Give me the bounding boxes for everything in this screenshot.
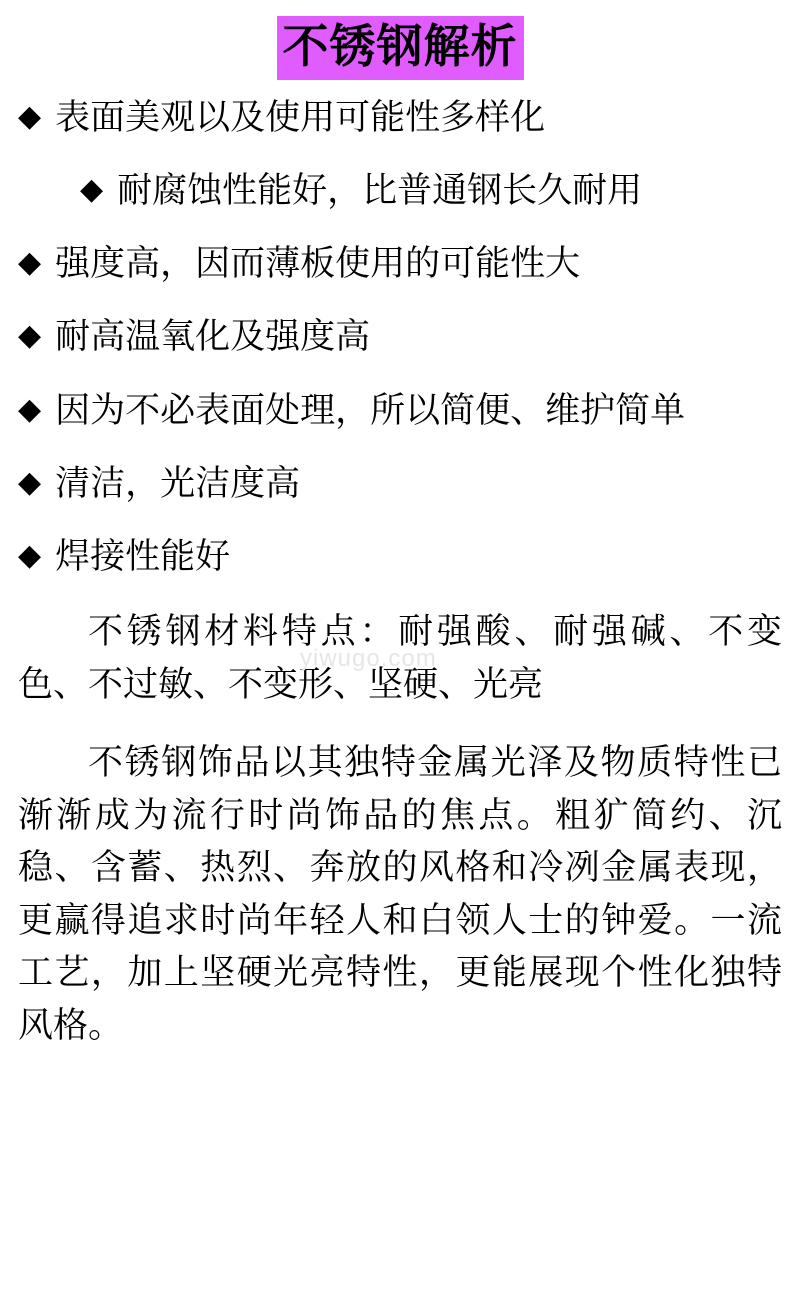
diamond-icon: ◆ <box>18 99 42 133</box>
list-item-label: 焊接性能好 <box>55 537 231 576</box>
watermark: yiwugo.com <box>300 645 437 672</box>
list-item <box>18 167 782 214</box>
list-item-label: 清洁，光洁度高 <box>55 463 301 503</box>
list-item <box>18 313 782 360</box>
diamond-icon: ◆ <box>18 319 42 353</box>
list-item-label: 强度高，因而薄板使用的可能性大 <box>55 244 581 283</box>
list-item <box>18 460 782 507</box>
diamond-icon: ◆ <box>18 392 42 426</box>
list-item-label: 表面美观以及使用可能性多样化 <box>55 97 546 137</box>
paragraph-material-features: 不锈钢材料特点：耐强酸、耐强碱、不变色、不过敏、不变形、坚硬、光亮 <box>18 612 782 704</box>
diamond-icon: ◆ <box>80 172 104 206</box>
feature-bullet-list <box>18 94 782 581</box>
diamond-icon: ◆ <box>18 246 42 279</box>
page-title-wrap <box>18 16 782 80</box>
list-item <box>18 533 782 580</box>
list-item-label: 因为不必表面处理，所以简便、维护简单 <box>55 390 686 430</box>
diamond-icon: ◆ <box>18 465 42 499</box>
page-title: 不锈钢解析 <box>277 16 524 80</box>
list-item <box>18 240 782 287</box>
list-item-label: 耐腐蚀性能好，比普通钢长久耐用 <box>117 170 643 210</box>
list-item <box>18 94 782 141</box>
list-item-label: 耐高温氧化及强度高 <box>55 317 371 357</box>
diamond-icon: ◆ <box>18 539 42 572</box>
list-item <box>18 387 782 434</box>
paragraph-jewelry-description: 不锈钢饰品以其独特金属光泽及物质特性已渐渐成为流行时尚饰品的焦点。粗犷简约、沉稳、含蓄、热烈、奔放的风格和冷冽金属表现，更赢得追求时尚年轻人和白领人士的钟爱。一流工艺，加上坚硬光亮特性，更能展现个性化独特风格。 <box>18 743 782 1045</box>
